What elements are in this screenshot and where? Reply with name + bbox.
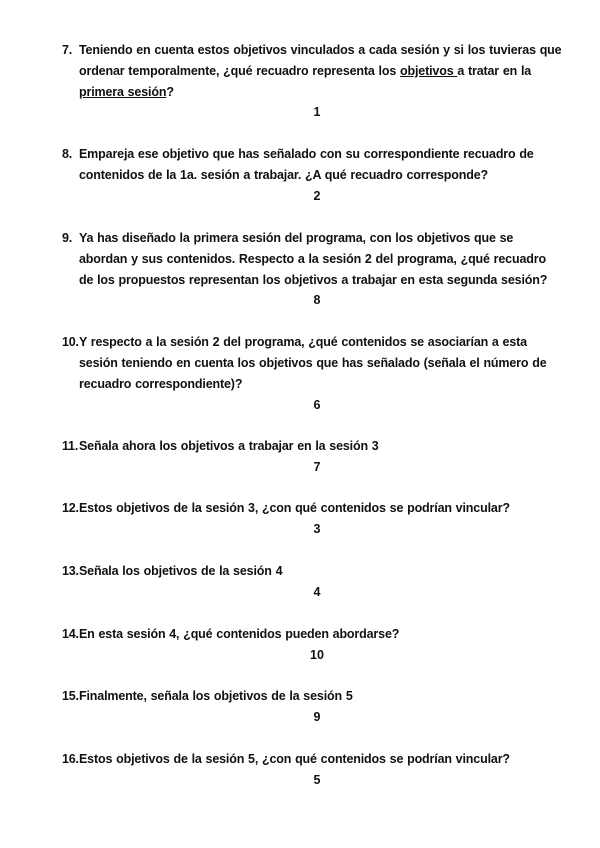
question-text: Señala ahora los objetivos a trabajar en la sesión 3 [79, 439, 379, 453]
question-15 [62, 686, 562, 707]
answer-16: 5 [313, 773, 321, 787]
question-number: 15. [62, 689, 79, 703]
underlined-word-primera-sesion: primera sesión [79, 85, 167, 99]
question-text-part: Teniendo en cuenta estos objetivos vinculados a cada sesión y si los tuvieras que ordenar temporalmente, ¿qué recuadro representa los [79, 43, 562, 78]
question-text: Estos objetivos de la sesión 5, ¿con qué contenidos se podrían vincular? [79, 752, 510, 766]
answer-15: 9 [313, 710, 321, 724]
question-text: Señala los objetivos de la sesión 4 [79, 564, 283, 578]
question-number: 14. [62, 627, 79, 641]
answer-10: 6 [313, 398, 321, 412]
question-text: Ya has diseñado la primera sesión del programa, con los objetivos que se abordan y sus contenidos. Respecto a la sesión 2 del programa, ¿qué recuadro de los propuestos representan los objetivos a trabajar en esta segunda sesión? [79, 231, 548, 287]
question-14 [62, 624, 562, 645]
question-number: 13. [62, 564, 79, 578]
answer-8: 2 [313, 189, 321, 203]
answer-9: 8 [313, 293, 321, 307]
question-text: Empareja ese objetivo que has señalado con su correspondiente recuadro de contenidos de la 1a. sesión a trabajar. ¿A qué recuadro corresponde? [79, 147, 534, 182]
question-text: En esta sesión 4, ¿qué contenidos pueden abordarse? [79, 627, 400, 641]
question-text: Estos objetivos de la sesión 3, ¿con qué contenidos se podrían vincular? [79, 501, 510, 515]
question-text: Finalmente, señala los objetivos de la sesión 5 [79, 689, 353, 703]
question-13 [62, 561, 562, 582]
question-12 [62, 498, 562, 519]
question-text-part: a tratar en la [457, 64, 532, 78]
answer-11: 7 [313, 460, 321, 474]
question-number: 16. [62, 752, 79, 766]
answer-13: 4 [313, 585, 321, 599]
answer-12: 3 [313, 522, 321, 536]
question-number: 9. [62, 231, 73, 245]
question-11 [62, 436, 562, 457]
answer-14: 10 [310, 648, 324, 662]
question-9 [62, 228, 562, 291]
question-number: 11. [62, 439, 79, 453]
question-number: 8. [62, 147, 73, 161]
question-number: 10. [62, 335, 79, 349]
question-16 [62, 749, 562, 770]
answer-7: 1 [313, 105, 321, 119]
question-text [79, 40, 562, 103]
question-10 [62, 332, 562, 395]
question-8 [62, 144, 562, 186]
question-number: 7. [62, 43, 73, 57]
question-number: 12. [62, 501, 79, 515]
question-text: Y respecto a la sesión 2 del programa, ¿qué contenidos se asociarían a esta sesión teniendo en cuenta los objetivos que has señalado (señala el número de recuadro correspondiente)? [79, 335, 547, 391]
question-text-part: ? [166, 85, 174, 99]
question-7 [62, 40, 562, 103]
underlined-word-objetivos: objetivos [400, 64, 458, 78]
